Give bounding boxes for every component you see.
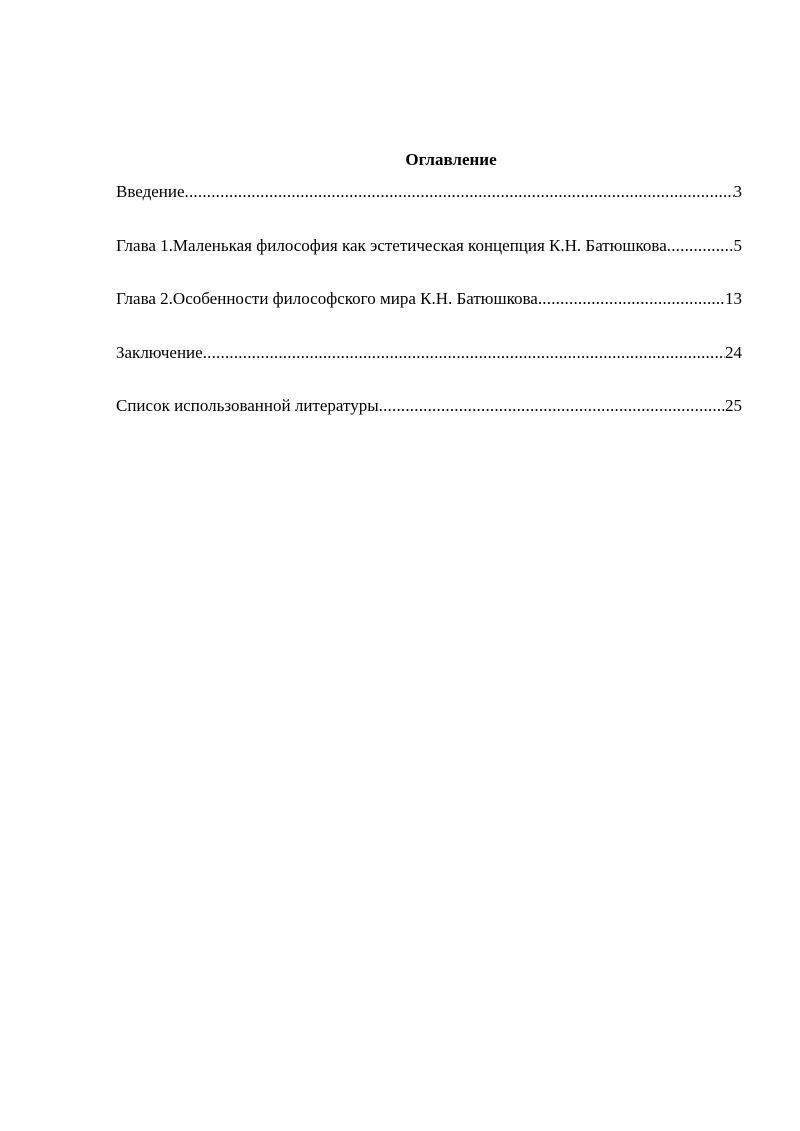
toc-dot-leader — [379, 396, 725, 416]
toc-entry-label: Глава 2.Особенности философского мира К.Н. Батюшкова — [116, 289, 538, 308]
toc-entry-label: Список использованной литературы — [116, 396, 379, 415]
toc-title: Оглавление — [405, 150, 497, 169]
toc-entry-conclusion[interactable] — [116, 343, 742, 363]
toc-entry-chapter-1[interactable] — [116, 236, 742, 256]
table-of-contents — [116, 182, 742, 450]
toc-dot-leader — [538, 289, 725, 309]
toc-entry-chapter-2[interactable] — [116, 289, 742, 309]
toc-dot-leader — [667, 236, 734, 256]
toc-dot-leader — [203, 343, 725, 363]
toc-page-number: 3 — [733, 182, 742, 201]
toc-entry-introduction[interactable] — [116, 182, 742, 202]
toc-page-number: 25 — [725, 396, 742, 415]
toc-entry-bibliography[interactable] — [116, 396, 742, 416]
toc-entry-label: Глава 1.Маленькая философия как эстетическая концепция К.Н. Батюшкова — [116, 235, 667, 255]
toc-entry-label: Заключение — [116, 342, 203, 362]
toc-page-number: 5 — [733, 235, 742, 255]
toc-entry-label: Введение — [116, 182, 185, 201]
toc-page-number: 24 — [725, 342, 742, 362]
toc-page-number: 13 — [725, 289, 742, 308]
toc-dot-leader — [185, 182, 734, 202]
